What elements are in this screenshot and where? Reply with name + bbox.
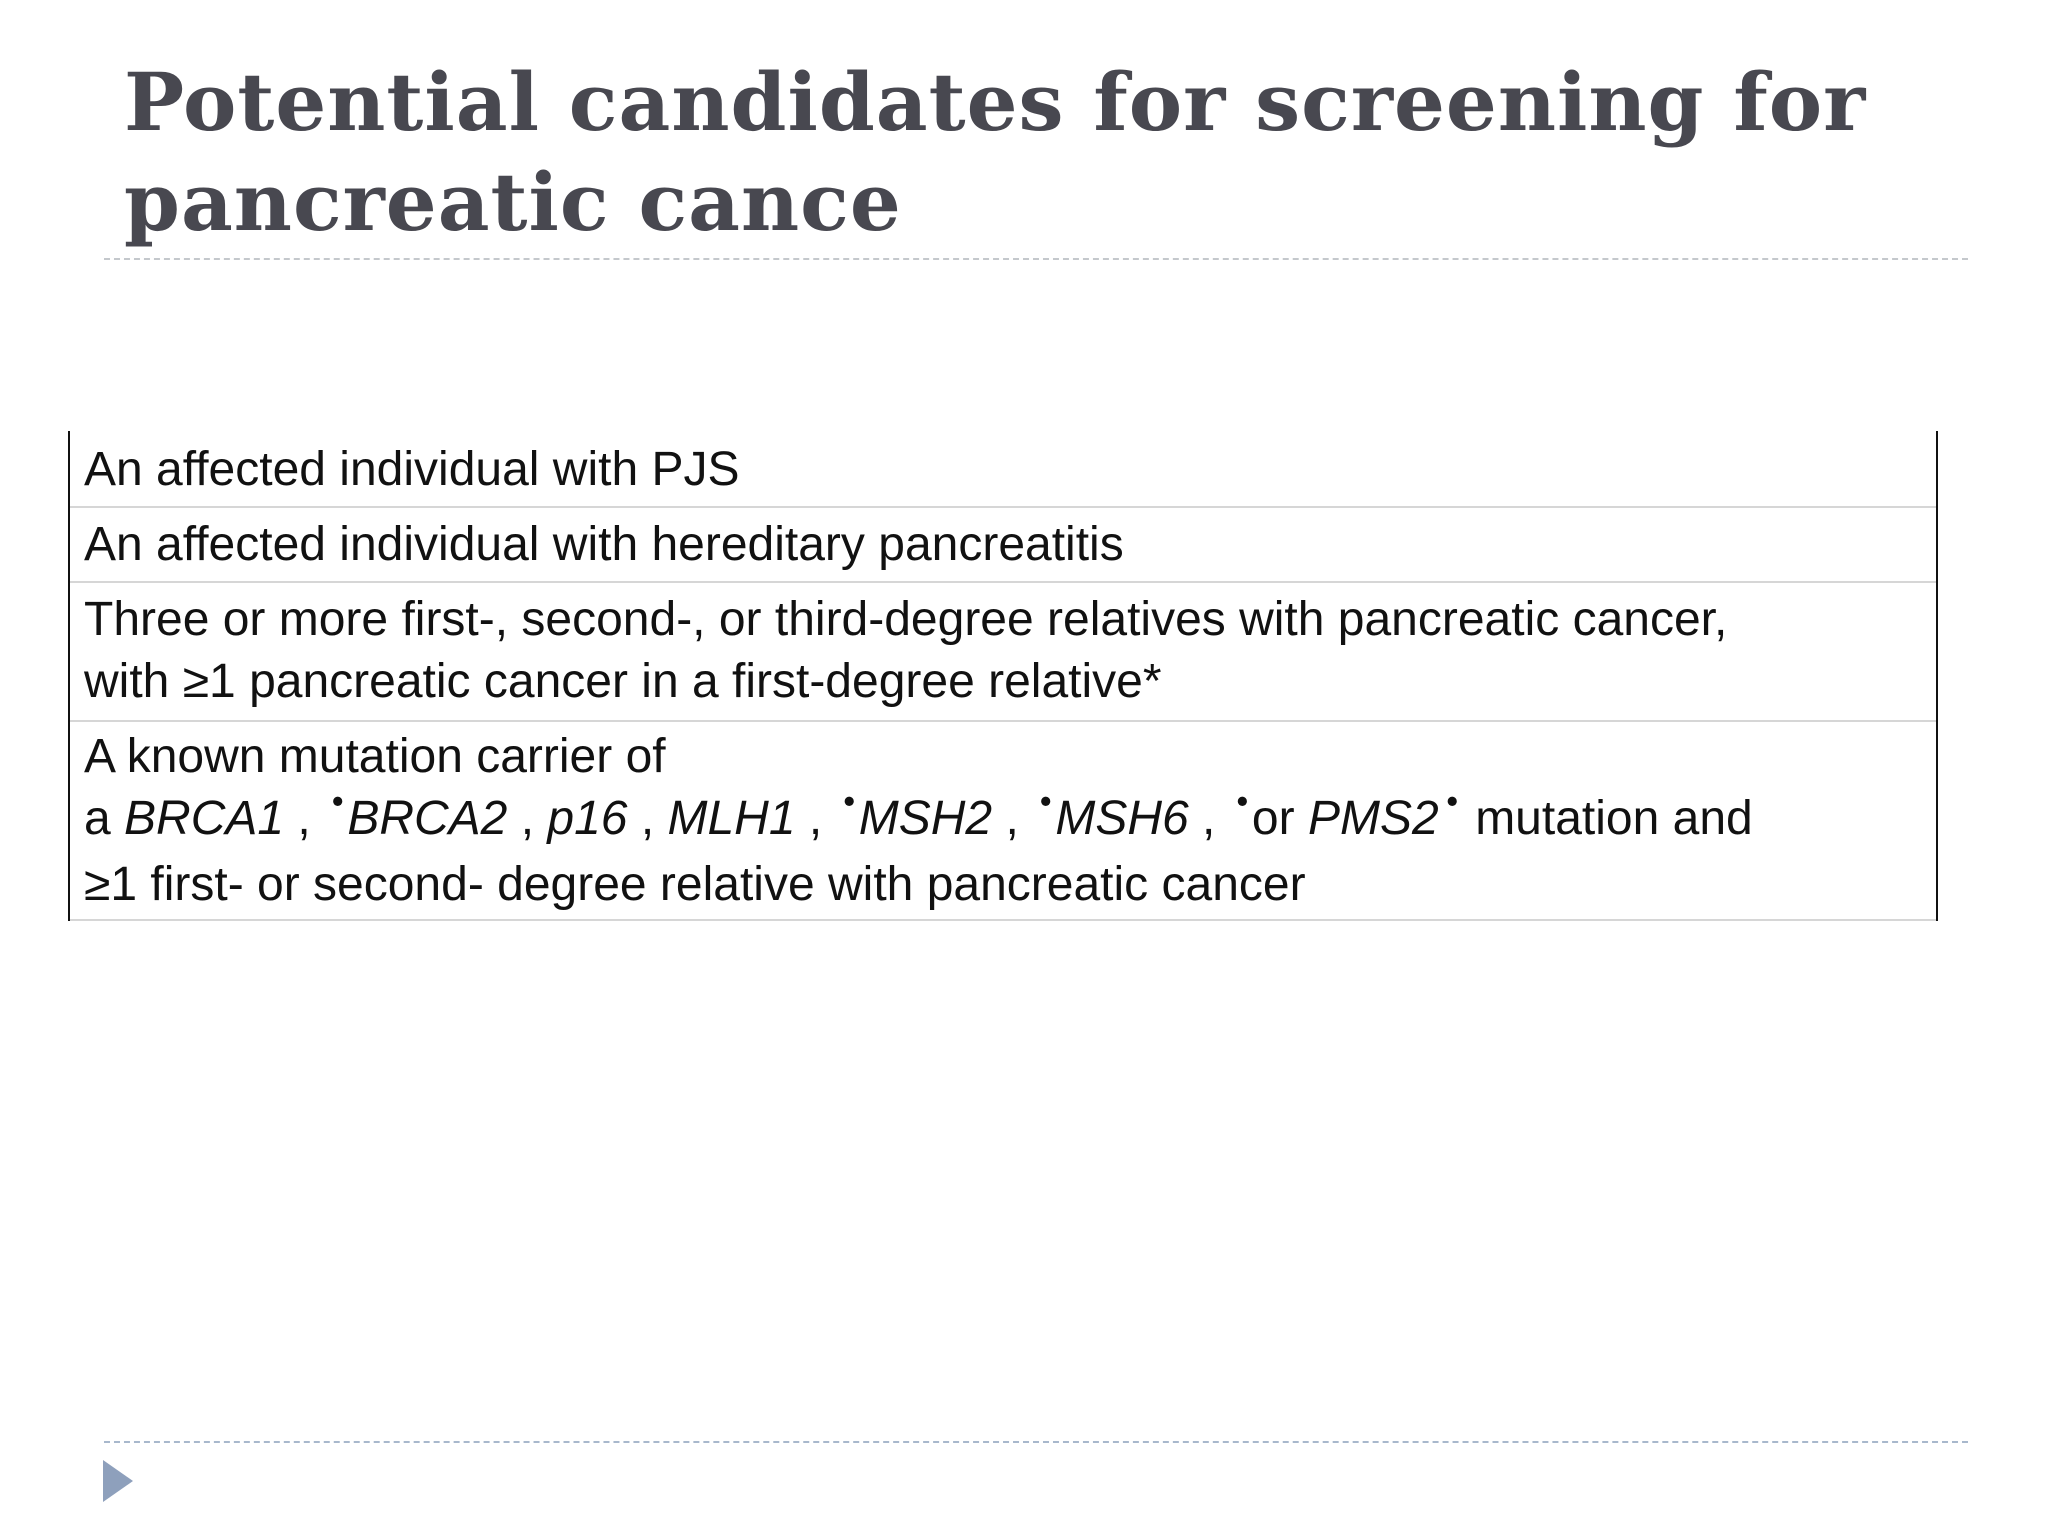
slide-title-line-2: pancreatic cance bbox=[124, 155, 902, 249]
superscript-dot-icon: • bbox=[332, 783, 344, 819]
row-text-line-3: ≥1 first- or second- degree relative with pancreatic cancer bbox=[84, 858, 1306, 911]
row-text-line-2: with ≥1 pancreatic cancer in a first-degree relative* bbox=[84, 655, 1162, 708]
separator: , bbox=[627, 792, 668, 845]
gene-mlh1: MLH1 bbox=[667, 792, 796, 845]
text-prefix: a bbox=[84, 792, 125, 845]
play-triangle-icon[interactable] bbox=[103, 1460, 133, 1502]
gene-msh2: MSH2 bbox=[858, 792, 993, 845]
row-text: An affected individual with PJS bbox=[84, 443, 740, 496]
row-text-line-1: Three or more first-, second-, or third-degree relatives with pancreatic cancer, bbox=[84, 593, 1728, 646]
gene-brca1: BRCA1 bbox=[124, 792, 285, 845]
slide-title-line-1: Potential candidates for screening for bbox=[124, 55, 1867, 149]
superscript-dot-icon: • bbox=[1446, 783, 1458, 819]
criteria-table bbox=[68, 431, 1938, 921]
separator: , bbox=[992, 792, 1033, 845]
slide-title bbox=[124, 52, 1924, 252]
text-suffix: mutation and bbox=[1461, 792, 1753, 845]
row-text: An affected individual with hereditary pancreatitis bbox=[84, 518, 1124, 571]
table-row bbox=[70, 583, 1936, 722]
separator: , bbox=[795, 792, 836, 845]
table-row bbox=[70, 722, 1936, 921]
gene-msh6: MSH6 bbox=[1055, 792, 1189, 845]
title-divider bbox=[104, 258, 1968, 260]
gene-p16: p16 bbox=[547, 792, 628, 845]
superscript-dot-icon: • bbox=[1040, 783, 1052, 819]
separator: , bbox=[507, 792, 548, 845]
superscript-dot-icon: • bbox=[1236, 783, 1248, 819]
footer-divider bbox=[104, 1441, 1968, 1443]
text-or: or bbox=[1251, 792, 1308, 845]
superscript-dot-icon: • bbox=[843, 783, 855, 819]
table-row bbox=[70, 431, 1936, 508]
table-row bbox=[70, 508, 1936, 583]
gene-brca2: BRCA2 bbox=[347, 792, 508, 845]
separator: , bbox=[284, 792, 325, 845]
row-text-line-2 bbox=[84, 783, 1922, 854]
gene-pms2: PMS2 bbox=[1307, 792, 1439, 845]
separator: , bbox=[1188, 792, 1229, 845]
row-text-line-1: A known mutation carrier of bbox=[84, 730, 666, 783]
